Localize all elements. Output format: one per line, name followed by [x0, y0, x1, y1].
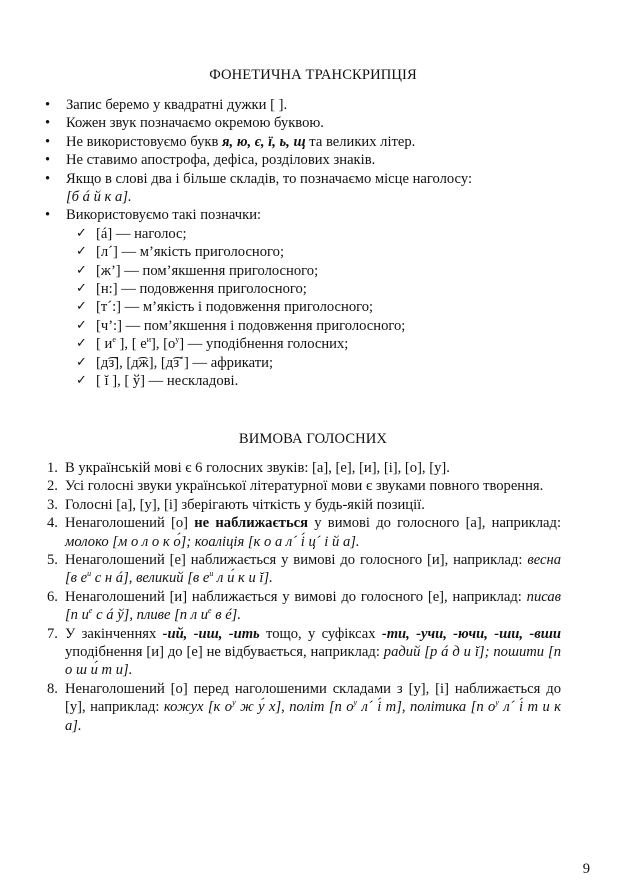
bullet-icon: •: [45, 207, 51, 224]
example-text: кожух [к $о^у$ ж у́ х], політ [п $о^у$ л´ і́ т], політика [п $о^у$ л´ і́ т и к а].: [65, 698, 562, 734]
notation-item: ✓ [д͡з], [д͡ж], [д͡з´] — африкати;: [76, 354, 273, 371]
notation-item: ✓ [ч’:] — пом’якшення і подовження приголосного;: [76, 317, 406, 334]
emphasis-text: -ти, -учи, -ючи, -ши, -вши: [381, 625, 561, 642]
page-number: 9: [582, 861, 590, 877]
checkmark-icon: ✓: [76, 299, 87, 315]
list-item: • Якщо в слові два і більше складів, то позначаємо місце наголосу: [б á й к а].: [45, 170, 472, 206]
list-item: 2. Усі голосні звуки української літературної мови є звуками повного творення.: [47, 478, 544, 495]
example-text: писав [п $и^е$ с á ў], пливе [п л $и^е$ в é].: [65, 588, 561, 624]
list-item: 3. Голосні [а], [у], [і] зберігають чіткість у будь-якій позиції.: [47, 496, 425, 513]
notation-item: ✓ [á] — наголос;: [76, 225, 187, 242]
transcription-rules-list: [40, 96, 580, 391]
checkmark-icon: ✓: [76, 244, 87, 260]
item-number: 8.: [47, 680, 58, 697]
item-number: 2.: [47, 478, 58, 495]
bullet-icon: •: [45, 97, 51, 113]
notation-item: ✓ [ ĭ ], [ ў] — нескладові.: [76, 373, 239, 390]
emphasis-text: не наближається: [194, 515, 309, 532]
item-number: 1.: [47, 460, 58, 476]
checkmark-icon: ✓: [76, 354, 87, 370]
list-item: 8. Ненаголошений [о] перед наголошеними складами з [у], [і] наближається до [у], наприклад: кожух [к $о^у$ ж у́ х], політ [п $о^у$ л´ і́ т], політика [п $о^у$ л´ і́ т и к а].: [47, 680, 562, 734]
notation-item: ✓ [ж’] — пом’якшення приголосного;: [76, 262, 319, 279]
example-transcription: [б á й к а].: [66, 189, 132, 206]
bullet-icon: •: [45, 152, 51, 169]
item-number: 7.: [47, 625, 58, 642]
example-text: весна [в $е^и$ с н á], великий [в $е^и$ л и́ к и ĭ].: [65, 552, 561, 587]
emphasis-text: -ий, -иш, -ить: [162, 625, 260, 642]
vowel-rules-list: [40, 459, 561, 735]
checkmark-icon: ✓: [76, 317, 87, 333]
notation-marks-list: [66, 225, 580, 391]
list-item: 6. Ненаголошений [и] наближається у вимові до голосного [е], наприклад: писав [п $и^е$ с á ў], пливе [п л $и^е$ в é].: [47, 588, 561, 624]
notation-item: ✓ [ $и^е$ ], [ $е^и$], $[о^у]$ — уподібнення голосних;: [76, 335, 349, 353]
checkmark-icon: ✓: [76, 225, 87, 241]
item-number: 5.: [47, 552, 58, 569]
example-text: радий [р á д и ĭ]; пошити [п о ш и́ т и].: [65, 644, 561, 679]
bullet-icon: •: [45, 133, 51, 150]
checkmark-icon: ✓: [76, 373, 87, 389]
list-item: 5. Ненаголошений [е] наближається у вимові до голосного [и], наприклад: весна [в $е^и$ с н á], великий [в $е^и$ л и́ к и ĭ].: [47, 552, 561, 587]
list-item: • Запис беремо у квадратні дужки [ ].: [45, 97, 288, 113]
list-item: 7. У закінченнях -ий, -иш, -ить тощо, у суфіксах -ти, -учи, -ючи, -ши, -вши уподібнення [и] до [е] не відбувається, наприклад: радий [р á д и ĭ]; пошити [п о ш и́ т и].: [47, 625, 561, 679]
notation-item: ✓ [н:] — подовження приголосного;: [76, 281, 307, 298]
list-item: 4. Ненаголошений [о] не наближається у вимові до голосного [а], наприклад: молоко [м о л о к о́]; коаліція [к о а л´ і́ ц´ і й а].: [47, 515, 561, 550]
section-title-phonetic-transcription: ФОНЕТИЧНА ТРАНСКРИПЦІЯ: [209, 67, 417, 83]
item-number: 6.: [47, 588, 58, 605]
excluded-letters: я, ю, є, ї, ь, щ: [222, 133, 306, 150]
list-item: • Використовуємо такі позначки: ✓ [á] — наголос; ✓ [л´] — м’якість приголосного; ✓ [ж’] — пом’якшення приголосного; ✓ [н:] — подовження приголосного; ✓ [т´:] — м’якість і подовження приголосного; ✓ [ч’:] — пом’якшення і подовження приголосного; ✓ [ $и^е$ ], [ $е^и$], $[о^у]$ — уподібнення голосних; ✓ [д͡з], [д͡ж], [д͡з´] — африкати; ✓ [ ĭ ], [ ў] — нескладові.: [40, 206, 580, 390]
checkmark-icon: ✓: [76, 262, 87, 278]
section-title-vowel-pronunciation: ВИМОВА ГОЛОСНИХ: [238, 431, 388, 447]
bullet-icon: •: [45, 115, 51, 132]
checkmark-icon: ✓: [76, 336, 87, 352]
list-item: • Кожен звук позначаємо окремою буквою.: [45, 115, 324, 132]
bullet-icon: •: [45, 170, 51, 187]
list-item: 1. В українській мові є 6 голосних звуків: [а], [е], [и], [і], [о], [у].: [47, 460, 450, 476]
list-item: • Не використовуємо букв я, ю, є, ї, ь, щ та великих літер.: [45, 133, 416, 150]
item-number: 3.: [47, 496, 58, 513]
notation-item: ✓ [т´:] — м’якість і подовження приголосного;: [76, 299, 374, 316]
example-text: молоко [м о л о к о́]; коаліція [к о а л´ і́ ц´ і й а].: [65, 533, 360, 550]
list-item: • Не ставимо апострофа, дефіса, розділових знаків.: [45, 152, 376, 169]
item-number: 4.: [47, 515, 58, 532]
checkmark-icon: ✓: [76, 281, 87, 297]
notation-item: ✓ [л´] — м’якість приголосного;: [76, 244, 285, 261]
